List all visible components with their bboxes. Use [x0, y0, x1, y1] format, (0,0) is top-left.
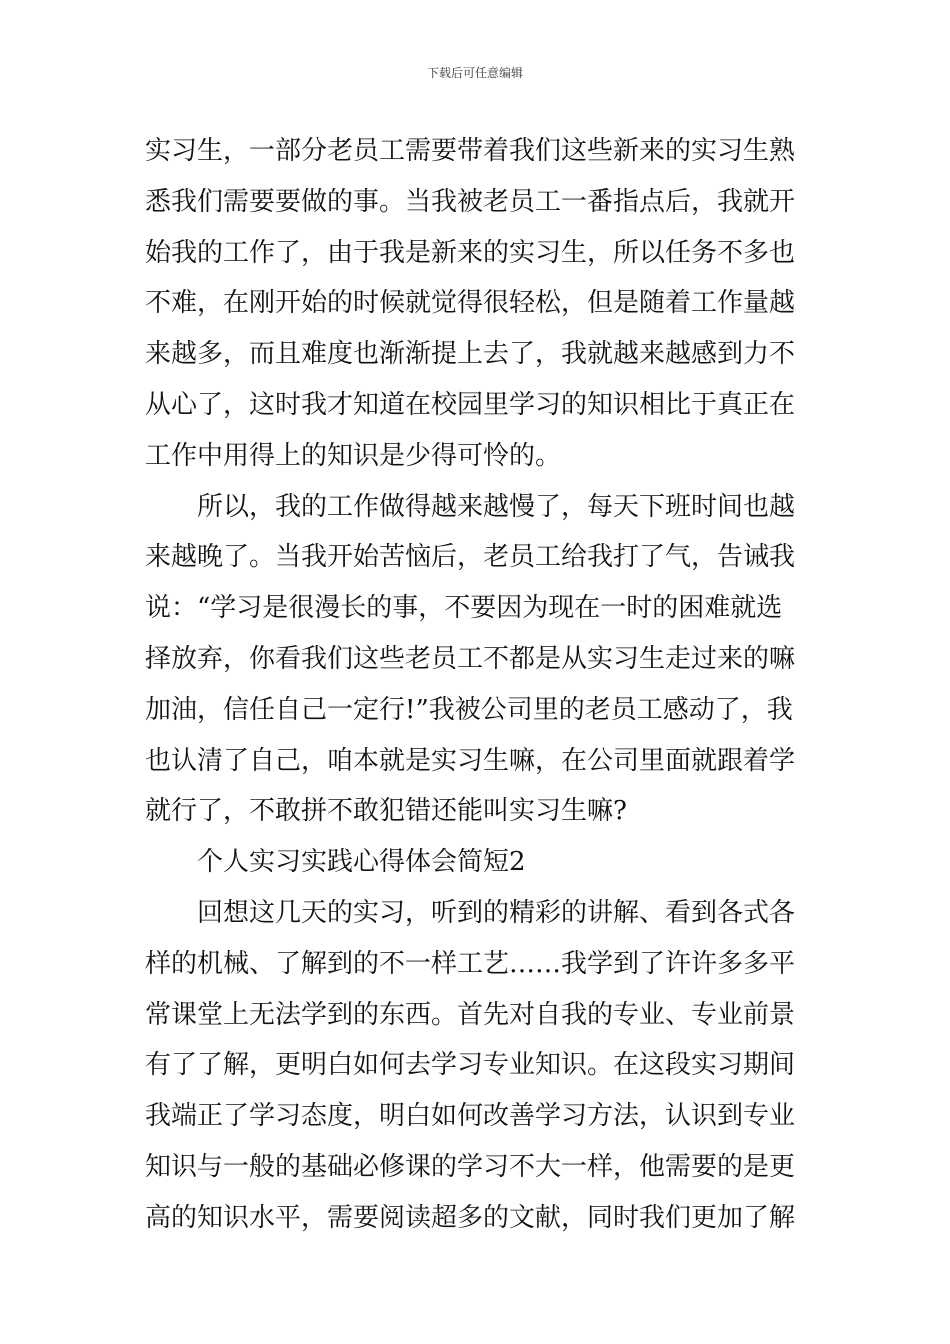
text-line: 来越晚了。当我开始苦恼后，老员工给我打了气，告诫我	[145, 542, 796, 573]
text-line: 择放弃，你看我们这些老员工不都是从实习生走过来的嘛	[145, 643, 796, 674]
text-line: 知识与一般的基础必修课的学习不大一样，他需要的是更	[145, 1151, 796, 1182]
text-line: 就行了，不敢拼不敢犯错还能叫实习生嘛?	[145, 796, 627, 827]
page-header-note: 下载后可任意编辑	[426, 66, 523, 80]
section-title: 个人实习实践心得体会简短2	[197, 847, 526, 878]
text-line: 我端正了学习态度，明白如何改善学习方法，认识到专业	[145, 1101, 796, 1132]
text-line: 来越多，而且难度也渐渐提上去了，我就越来越感到力不	[145, 339, 796, 370]
text-line: 工作中用得上的知识是少得可怜的。	[145, 440, 562, 471]
paragraph-3	[145, 888, 810, 1244]
text-line: 悉我们需要要做的事。当我被老员工一番指点后，我就开	[145, 186, 796, 217]
text-line: 实习生，一部分老员工需要带着我们这些新来的实习生熟	[145, 136, 796, 166]
text-line: 常课堂上无法学到的东西。首先对自我的专业、专业前景	[145, 999, 796, 1030]
text-line: 从心了，这时我才知道在校园里学习的知识相比于真正在	[145, 389, 796, 420]
text-line: 不难，在刚开始的时候就觉得很轻松，但是随着工作量越	[145, 288, 796, 319]
text-line: 回想这几天的实习，听到的精彩的讲解、看到各式各	[197, 897, 796, 928]
text-line: 说：“学习是很漫长的事，不要因为现在一时的困难就选	[145, 593, 783, 624]
section-heading	[145, 837, 810, 888]
text-line: 高的知识水平，需要阅读超多的文献，同时我们更加了解	[145, 1202, 796, 1233]
text-line: 所以，我的工作做得越来越慢了，每天下班时间也越	[197, 491, 796, 522]
paragraph-1	[145, 126, 810, 482]
text-line: 样的机械、了解到的不一样工艺……我学到了许许多多平	[145, 948, 796, 979]
text-line: 有了了解，更明白如何去学习专业知识。在这段实习期间	[145, 1050, 796, 1081]
text-line: 也认清了自己，咱本就是实习生嘛，在公司里面就跟着学	[145, 745, 796, 776]
text-line: 始我的工作了，由于我是新来的实习生，所以任务不多也	[145, 237, 796, 268]
paragraph-2	[145, 482, 810, 838]
text-line: 加油，信任自己一定行!”我被公司里的老员工感动了，我	[145, 694, 793, 725]
document-body	[145, 126, 810, 1244]
